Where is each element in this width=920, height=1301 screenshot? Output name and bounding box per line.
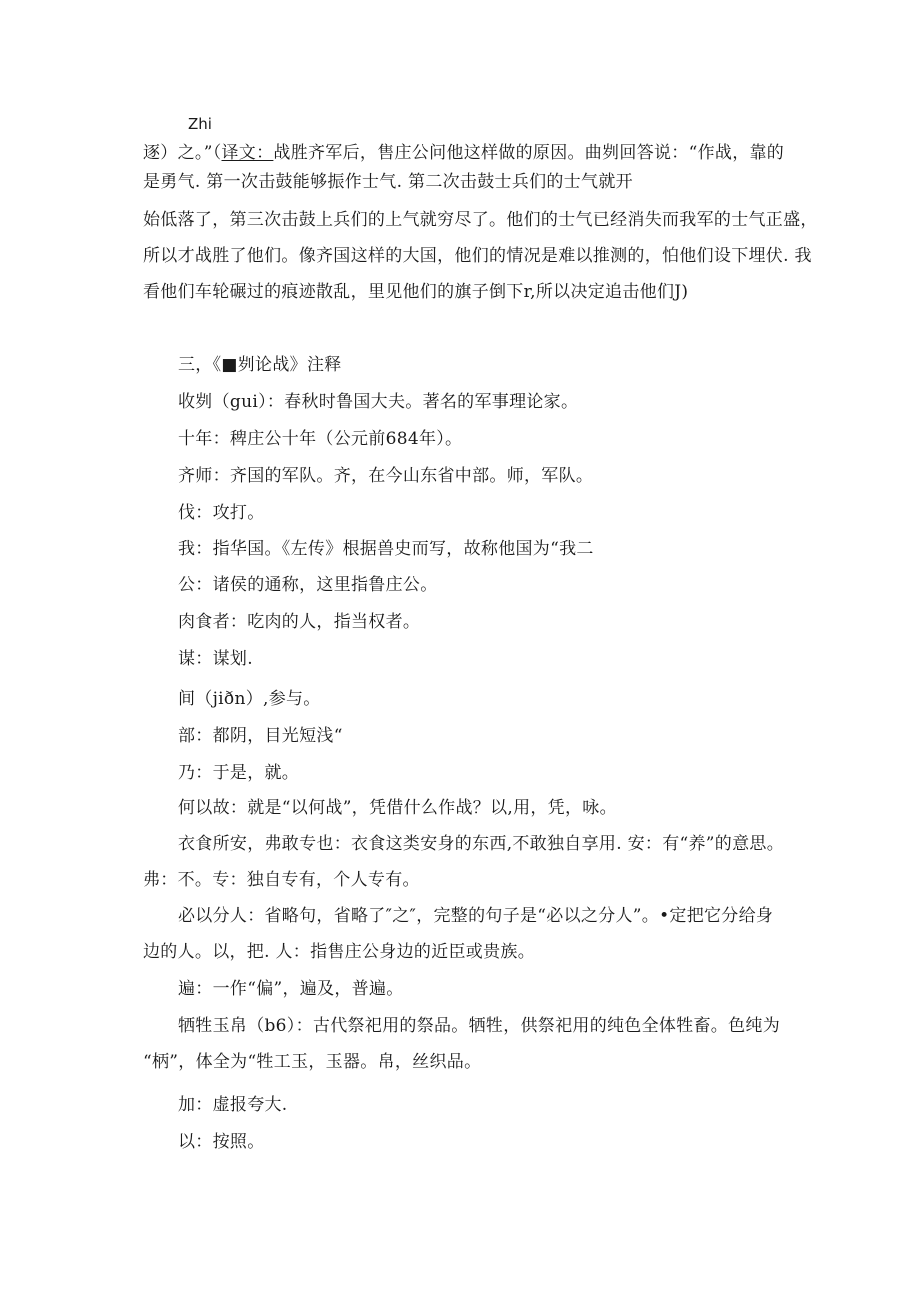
note-line: 遍：一作“偏”，遍及，普遍。 [178,979,404,999]
note-line: 间（jiðn）,参与。 [178,689,321,709]
note-line: 公：诸侯的通称，这里指鲁庄公。 [178,575,438,595]
intro-line-1 [143,142,784,164]
intro-line-3: 始低落了，第三次击鼓上兵们的上气就穷尽了。他们的士气已经消失而我军的士气正盛， [143,210,818,230]
note-line: 何以故：就是“以何战”，凭借什么作战？以,用，凭，咏。 [178,798,617,818]
intro-line-1-rest: 战胜齐军后，售庄公问他这样做的原因。曲刿回答说：“作战，靠的 [273,143,785,163]
intro-line-5: 看他们车轮碾过的痕迹散乱，里见他们的旗子倒下r,所以决定追击他们J) [143,282,689,302]
note-line: “柄”，体全为“牲工玉，玉器。帛，丝织品。 [143,1052,482,1072]
note-line: 部：都阴，目光短浅“ [178,726,343,746]
note-line: 弗：不。专：独自专有，个人专有。 [143,870,420,890]
intro-line-4: 所以才战胜了他们。像齐国这样的大国，他们的情况是难以推测的，怕他们设下埋伏. 我 [143,246,812,266]
note-line: 以：按照。 [178,1132,265,1152]
note-line: 收刿（gui）：春秋时鲁国大夫。著名的军事理论家。 [178,392,579,412]
note-line: 边的人。以，把. 人：指售庄公身边的近臣或贵族。 [143,942,536,962]
translation-label: 译文： [221,143,274,163]
note-line: 伐：攻打。 [178,503,265,523]
note-line: 牺牲玉帛（b6）：古代祭祀用的祭品。牺牲，供祭祀用的纯色全体牲畜。色纯为 [178,1016,780,1036]
note-line: 肉食者：吃肉的人，指当权者。 [178,612,421,632]
note-line: 十年：稗庄公十年（公元前684年）。 [178,429,463,449]
note-line: 必以分人：省略句，省略了″之″，完整的句子是“必以之分人”。•定把它分给身 [178,906,774,926]
intro-line-1-start: 逐）之。”（ [143,143,222,163]
note-line: 加：虚报夸大. [178,1095,288,1115]
intro-line-2: 是勇气. 第一次击鼓能够振作士气. 第二次击鼓士兵们的士气就开 [143,172,633,192]
section-title: 三，《■刿论战》注释 [178,355,342,375]
note-line: 衣食所安，弗敢专也：衣食这类安身的东西,不敢独自享用. 安：有“养”的意思。 [178,834,784,854]
note-line: 齐师：齐国的军队。齐，在今山东省中部。师，军队。 [178,466,594,486]
note-line: 我：指华国。《左传》根据兽史而写，故称他国为“我二 [178,539,594,559]
note-line: 谋：谋划. [178,649,253,669]
pinyin-annotation: Zhi [188,115,212,133]
note-line: 乃：于是，就。 [178,763,300,783]
